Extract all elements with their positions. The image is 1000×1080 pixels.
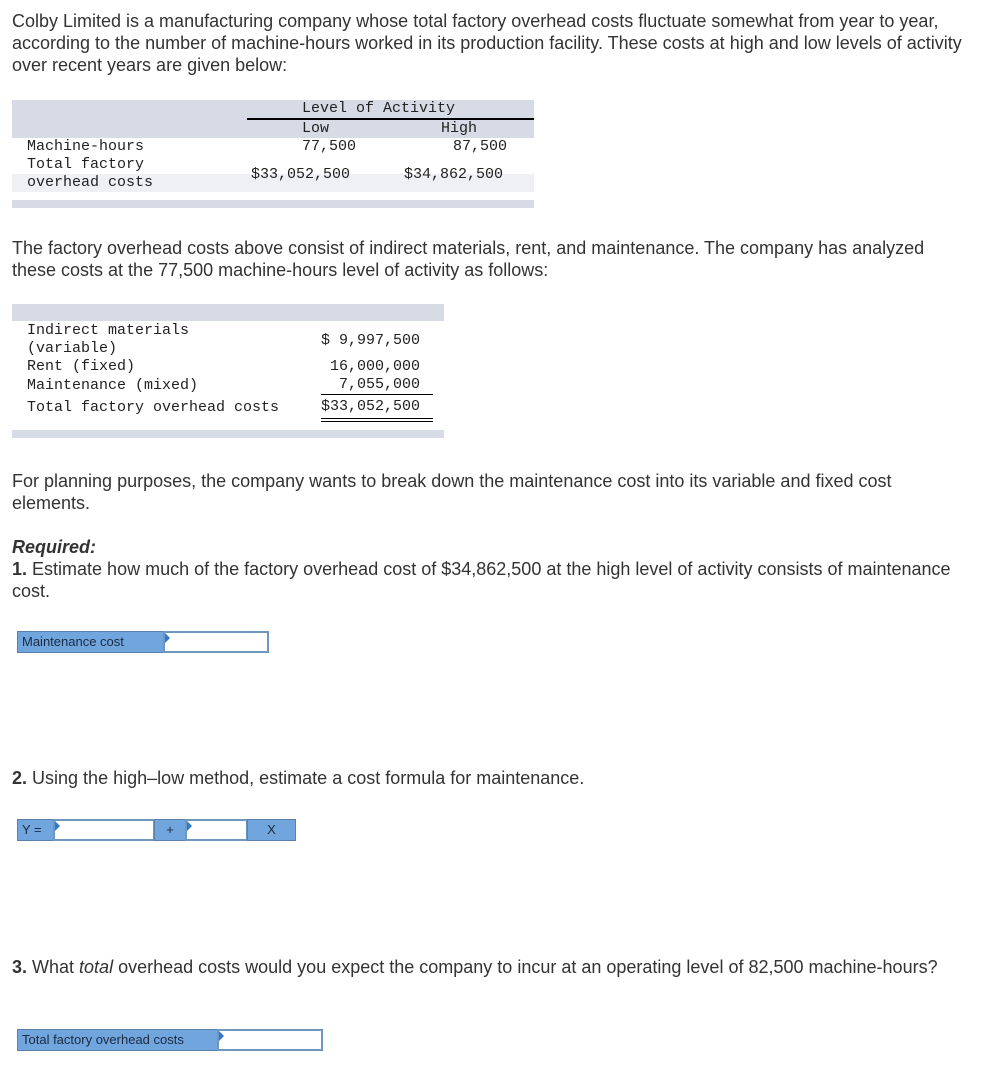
total-value: $33,052,500 (321, 398, 421, 415)
row-label-overhead-line2: overhead costs (27, 174, 154, 191)
table-footer-band (12, 200, 534, 208)
question-3 (12, 956, 972, 978)
variable-rate-input[interactable] (185, 819, 248, 841)
input-flag-icon (55, 821, 60, 831)
subtotal-rule (321, 394, 433, 395)
input-flag-icon (187, 821, 192, 831)
question-3-text-italic: total (79, 957, 114, 977)
question-2 (12, 767, 972, 789)
maintenance-cost-input[interactable] (163, 631, 269, 653)
fixed-cost-input[interactable] (53, 819, 155, 841)
maintenance-label: Maintenance (mixed) (27, 377, 199, 394)
question-3-number: 3. (12, 957, 28, 977)
question-1 (12, 558, 972, 602)
plus-label: + (154, 819, 186, 841)
row-label-machine-hours: Machine-hours (27, 138, 145, 155)
header-rule (247, 118, 534, 120)
required-heading: Required: (12, 537, 97, 557)
input-flag-icon (219, 1031, 224, 1041)
input-flag-icon (165, 633, 170, 643)
machine-hours-low: 77,500 (302, 138, 357, 155)
maintenance-value: 7,055,000 (339, 376, 421, 393)
rent-label: Rent (fixed) (27, 358, 136, 375)
rent-value: 16,000,000 (330, 358, 421, 375)
row-label-overhead-line1: Total factory (27, 156, 145, 173)
indirect-materials-value: $ 9,997,500 (321, 332, 421, 349)
question-2-text: Using the high–low method, estimate a cost formula for maintenance. (32, 768, 585, 788)
indirect-materials-label-line2: (variable) (27, 340, 118, 357)
question-2-number: 2. (12, 768, 28, 788)
col-low-header: Low (302, 120, 330, 137)
col-high-header: High (441, 120, 478, 137)
question-3-text-after: overhead costs would you expect the company to incur at an operating level of 82,500 machine-hours? (113, 957, 938, 977)
total-double-rule-bottom (321, 421, 433, 422)
question-1-text: Estimate how much of the factory overhead cost of $34,862,500 at the high level of activity consists of maintenance cost. (12, 559, 951, 601)
overhead-low: $33,052,500 (251, 166, 351, 183)
table2-footer-band (12, 430, 444, 438)
question-1-number: 1. (12, 559, 28, 579)
total-overhead-input[interactable] (217, 1029, 323, 1051)
intro-paragraph: Colby Limited is a manufacturing company whose total factory overhead costs fluctuate somewhat from year to year, according to the number of machine-hours worked in its production facility. These costs at high and low levels of activity over recent years are given below: (12, 11, 962, 75)
planning-paragraph: For planning purposes, the company wants to break down the maintenance cost into its variable and fixed cost elements. (12, 471, 892, 513)
maintenance-cost-label: Maintenance cost (17, 631, 164, 653)
question-3-text-before: What (32, 957, 80, 977)
total-label: Total factory overhead costs (27, 399, 280, 416)
x-label: X (247, 819, 296, 841)
total-double-rule-top (321, 418, 433, 419)
indirect-materials-label-line1: Indirect materials (27, 322, 190, 339)
machine-hours-high: 87,500 (453, 138, 508, 155)
table2-header-band (12, 304, 444, 321)
overhead-high: $34,862,500 (404, 166, 504, 183)
y-equals-label: Y = (17, 819, 54, 841)
analysis-paragraph: The factory overhead costs above consist of indirect materials, rent, and maintenance. The company has analyzed these costs at the 77,500 machine-hours level of activity as follows: (12, 238, 925, 280)
level-of-activity-header: Level of Activity (302, 100, 456, 117)
total-overhead-label: Total factory overhead costs (17, 1029, 218, 1051)
